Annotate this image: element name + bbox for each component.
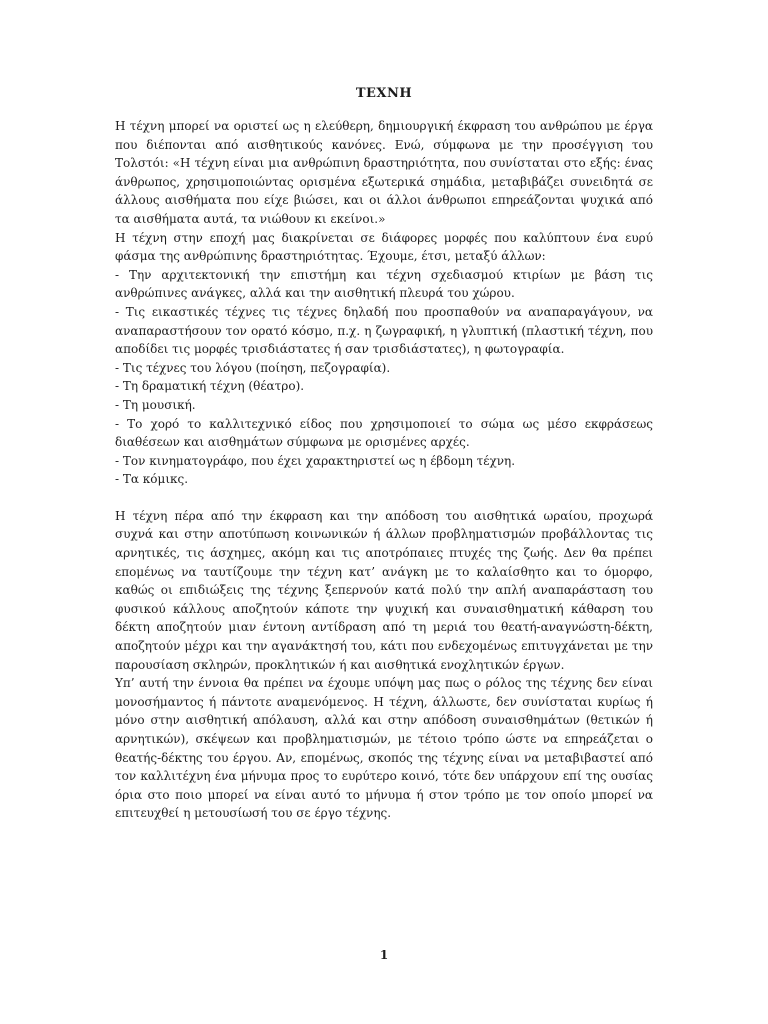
- list-item-cinema: - Τον κινηματογράφο, που έχει χαρακτηριστεί ως η έβδομη τέχνη.: [115, 453, 516, 468]
- list-item-visual-arts: - Τις εικαστικές τέχνες τις τέχνες δηλαδή που προσπαθούν να αναπαραγάγουν, να αναπαραστήσουν τον ορατό κόσμο, π.χ. η ζωγραφική, η γλυπτική (πλαστική τέχνη, που αποδίδει τις μορφές τρισδιάστατες ή σαν τρισδιάστατες), η φωτογραφία.: [115, 304, 653, 357]
- paragraph-forms: Η τέχνη στην εποχή μας διακρίνεται σε διάφορες μορφές που καλύπτουν ένα ευρύ φάσμα της ανθρώπινης δραστηριότητας. Έχουμε, έτσι, μεταξύ άλλων:: [115, 230, 653, 264]
- paragraph-role-of-art: Υπ’ αυτή την έννοια θα πρέπει να έχουμε υπόψη μας πως ο ρόλος της τέχνης δεν είναι μονοσήμαντος ή πάντοτε αναμενόμενος. Η τέχνη, άλλωστε, δεν συνίσταται κυρίως ή μόνο στην αισθητική απόλαυση, αλλά και στην απόδοση συναισθημάτων (θετικών ή αρνητικών), σκέψεων και προβληματισμών, με τέτοιο τρόπο ώστε να επηρεάζεται ο θεατής-δέκτης του έργου. Αν, επομένως, σκοπός της τέχνης είναι να μεταβιβαστεί από τον καλλιτέχνη ένα μήνυμα προς το ευρύτερο κοινό, τότε δεν υπάρχουν επί της ουσίας όρια στο ποιο μπορεί να είναι αυτό το μήνυμα ή στον τρόπο με τον οποίο μπορεί να επιτευχθεί η μετουσίωσή του σε έργο τέχνης.: [115, 676, 653, 821]
- page-number: 1: [379, 948, 389, 962]
- document-title: ΤΕΧΝΗ: [355, 86, 413, 101]
- paragraph-intro: Η τέχνη μπορεί να οριστεί ως η ελεύθερη, δημιουργική έκφραση του ανθρώπου με έργα που διέπονται από αισθητικούς κανόνες. Ενώ, σύμφωνα με την προσέγγιση του Τολστόι: «Η τέχνη είναι μια ανθρώπινη δραστηριότητα, που συνίσταται στο εξής: ένας άνθρωπος, χρησιμοποιώντας ορισμένα εξωτερικά σημάδια, μεταβιβάζει συνειδητά σε άλλους αισθήματα που είχε βιώσει, και οι άλλοι άνθρωποι επηρεάζονται ψυχικά από τα αισθήματα αυτά, τα νιώθουν κι εκείνοι.»: [115, 119, 653, 226]
- body-section-2: [115, 507, 653, 823]
- list-item-music: - Τη μουσική.: [115, 397, 196, 412]
- paragraph-beyond-beauty: Η τέχνη πέρα από την έκφραση και την απόδοση του αισθητικά ωραίου, προχωρά συχνά και στην αποτύπωση κοινωνικών ή άλλων προβληματισμών προβάλλοντας τις αρνητικές, τις άσχημες, ακόμη και τις αποτρόπαιες πτυχές της ζωής. Δεν θα πρέπει επομένως να ταυτίζουμε την τέχνη κατ’ ανάγκη με το καλαίσθητο και το όμορφο, καθώς οι επιδιώξεις της τέχνης ξεπερνούν κατά πολύ την απλή αναπαράσταση του φυσικού κάλλους αποζητούν κάποτε την ψυχική και συναισθηματική κάθαρση του δέκτη αποζητούν μιαν έντονη αντίδραση από τη μεριά του θεατή-αναγνώστη-δέκτη, αποζητούν μέχρι και την αγανάκτησή του, κάτι που ενδεχομένως επιτυγχάνεται με την παρουσίαση σκληρών, προκλητικών ή και αισθητικά ενοχλητικών έργων.: [115, 508, 653, 672]
- list-item-dance: - Το χορό το καλλιτεχνικό είδος που χρησιμοποιεί το σώμα ως μέσο εκφράσεως διαθέσεων και αισθημάτων σύμφωνα με ορισμένες αρχές.: [115, 416, 653, 450]
- paragraph-gap: [115, 489, 653, 507]
- list-item-literature: - Τις τέχνες του λόγου (ποίηση, πεζογραφία).: [115, 360, 391, 375]
- list-item-comics: - Τα κόμικς.: [115, 472, 189, 487]
- body-section-1: [115, 117, 653, 489]
- list-item-theatre: - Τη δραματική τέχνη (θέατρο).: [115, 379, 305, 394]
- list-item-architecture: - Την αρχιτεκτονική την επιστήμη και τέχνη σχεδιασμού κτιρίων με βάση τις ανθρώπινες ανάγκες, αλλά και την αισθητική πλευρά του χώρου.: [115, 267, 653, 301]
